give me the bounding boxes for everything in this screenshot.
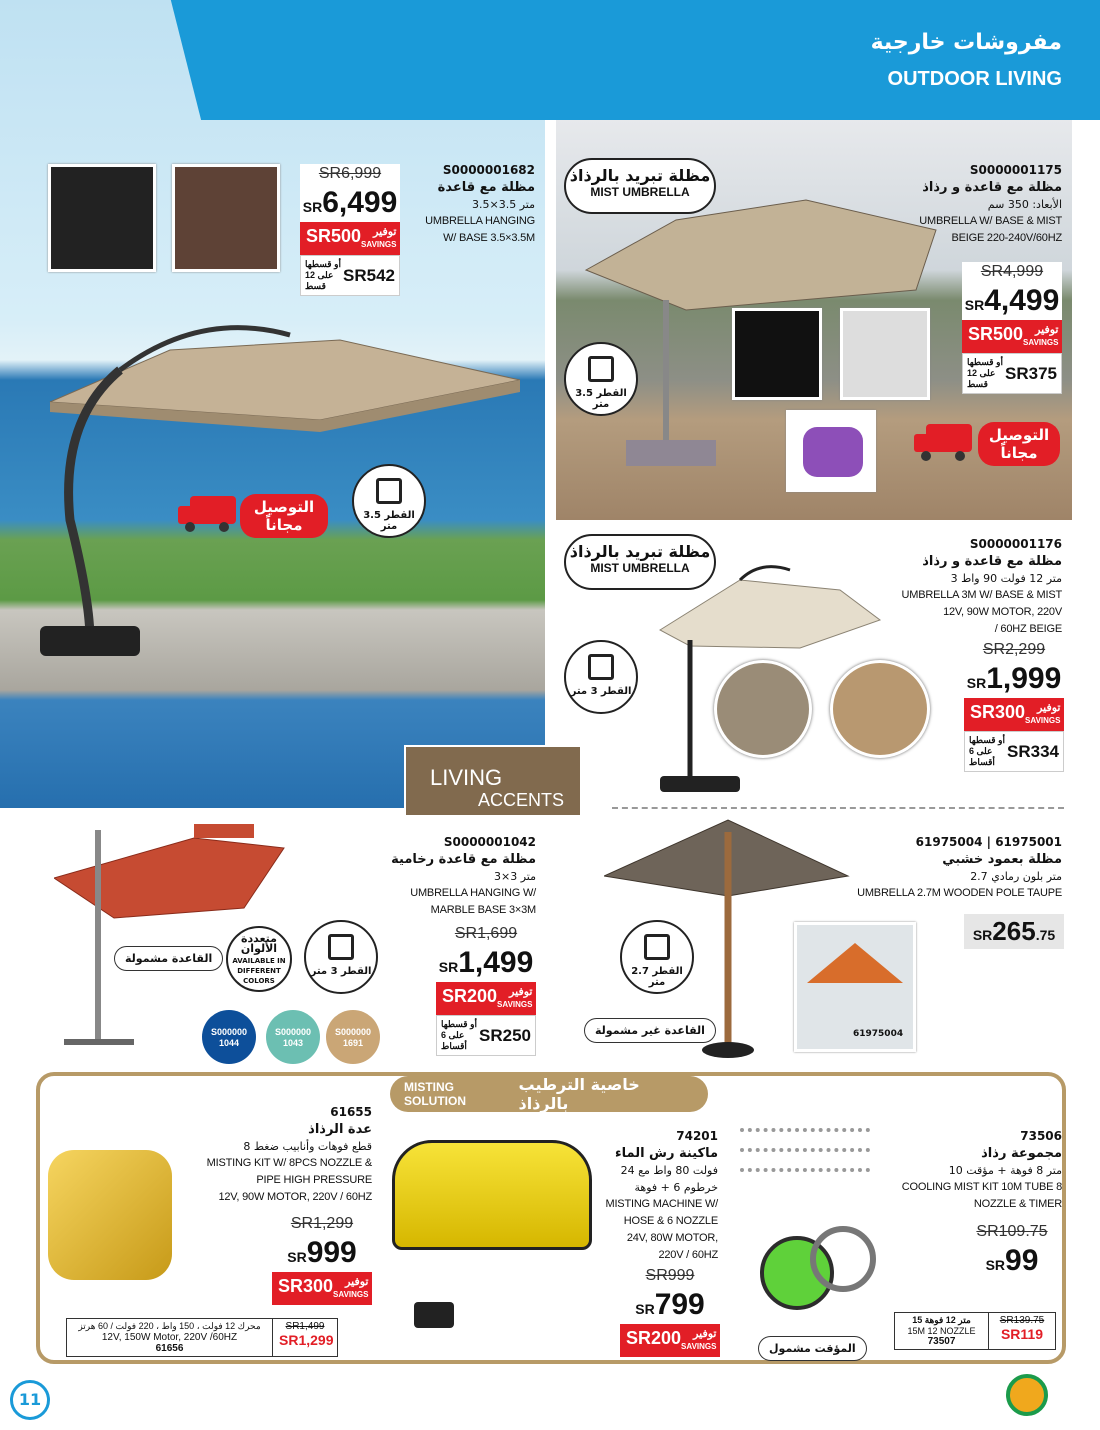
diameter-badge-1176: القطر 3 متر <box>564 640 638 714</box>
free-delivery-badge: التوصيل مجاناً <box>240 494 328 538</box>
mist-nozzle-thumb <box>732 308 822 400</box>
orange-umbrella-thumb: 61975004 <box>794 922 916 1052</box>
mist-umbrella-label-2: مظلة تبريد بالرذاذ MIST UMBRELLA <box>564 534 716 590</box>
price-block-1042: SR1,699 SR1,499 SR200 توفير SAVINGS أو قسطها على 6 أقساط SR250 <box>436 924 536 1056</box>
hanging-umbrella-illustration <box>0 0 545 808</box>
product-thumb-crank <box>172 164 280 272</box>
home-logo-icon <box>1006 1374 1048 1416</box>
color-swatch-tan[interactable]: S000000 1691 <box>326 1010 380 1064</box>
product-info-74201: 74201 ماكينة رش الماء 24 فولت 80 واط مع خرطوم 6 + فوهة MISTING MACHINE W/ HOSE & 6 NOZZLE 24V, 80W MOTOR, 220V / 60HZ <box>605 1129 718 1261</box>
product-info-1176: S0000001176 مظلة مع قاعدة و رذاذ 3 متر 12 فولت 90 واط UMBRELLA 3M W/ BASE & MIST 12V, 90W MOTOR, 220V / 60HZ BEIGE <box>901 537 1062 635</box>
delivery-truck-icon <box>176 492 238 534</box>
price-block-1176: SR2,299 SR1,999 SR300 توفير SAVINGS أو قسطها على 6 أقساط SR334 <box>964 640 1064 772</box>
variant-table-73507: 15 متر 12 فوهة 15M 12 NOZZLE 73507 SR139.75 SR119 <box>894 1312 1056 1350</box>
section-title-ar: مفروشات خارجية <box>870 30 1062 55</box>
product-info-61655: 61655 عدة الرذاذ 8 قطع فوهات وأنابيب ضغط MISTING KIT W/ 8PCS NOZZLE & PIPE HIGH PRESSURE 12V, 90W MOTOR, 220V / 60HZ <box>206 1105 372 1203</box>
diameter-badge-61975: القطر 2.7 متر <box>620 920 694 994</box>
product-info-1175: S0000001175 مظلة مع قاعدة و رذاذ الأبعاد: 350 سم UMBRELLA W/ BASE & MIST BEIGE 220-240V/60HZ <box>919 163 1062 244</box>
timer-included-pill: المؤقت مشمول <box>758 1336 867 1361</box>
pump-detail-thumb <box>830 660 930 758</box>
delivery-truck-icon <box>912 420 974 464</box>
product-info-61975: 61975004 | 61975001 مظلة بعمود خشبي 2.7 متر بلون رمادي UMBRELLA 2.7M WOODEN POLE TAUPE <box>857 835 1062 899</box>
header-band <box>0 0 1100 120</box>
price-block-74201: SR999 SR799 SR200 توفير SAVINGS <box>620 1266 720 1357</box>
base-thumb <box>840 308 930 400</box>
price-block-61655: SR1,299 SR999 SR300 توفير SAVINGS <box>272 1214 372 1305</box>
product-info-1682: S0000001682 مظلة مع قاعدة 3.5×3.5 متر UMBRELLA HANGING W/ BASE 3.5×3.5M <box>425 163 535 244</box>
diameter-badge-1175: القطر 3.5 متر <box>564 342 638 416</box>
living-accents-logo: LIVING ACCENTS <box>404 745 582 817</box>
mist-pump-thumb <box>786 410 876 492</box>
installment: أو قسطها على 12 قسط SR542 <box>300 255 400 296</box>
color-swatch-teal[interactable]: S000000 1043 <box>266 1010 320 1064</box>
nozzle-parts-image <box>740 1108 870 1218</box>
base-not-included-pill: القاعدة غير مشمولة <box>584 1018 716 1043</box>
product-info-73506: 73506 مجموعة رذاذ 10 متر 8 فوهة + مؤقت COOLING MIST KIT 10M TUBE 8 NOZZLE & TIMER <box>901 1129 1062 1210</box>
timer-hose-image <box>750 1226 880 1326</box>
product-thumb-wheel <box>48 164 156 272</box>
machine-accessories-image <box>404 1272 604 1352</box>
page-number: 11 <box>10 1380 50 1420</box>
product-info-1042: S0000001042 مظلة مع قاعدة رخامية 3×3 متر UMBRELLA HANGING W/ MARBLE BASE 3×3M <box>391 835 536 916</box>
section-title-en: OUTDOOR LIVING <box>887 68 1062 90</box>
hero-umbrella-photo <box>0 0 545 808</box>
color-swatch-blue[interactable]: S000000 1044 <box>202 1010 256 1064</box>
price-block-1175: SR4,999 SR4,499 SR500 توفير SAVINGS أو قسطها على 12 قسط SR375 <box>962 262 1062 394</box>
diameter-badge-1682: القطر 3.5 متر <box>352 464 426 538</box>
old-price: SR6,999 <box>300 164 400 184</box>
price-block-73506: SR109.75 SR99 <box>962 1222 1062 1280</box>
base-included-pill: القاعدة مشمولة <box>114 946 223 971</box>
multi-color-badge: متعددة الألوان AVAILABLE IN DIFFERENT COLORS <box>226 926 292 992</box>
section-divider <box>612 807 1064 809</box>
variant-table-61656: محرك 12 فولت ، 150 واط ، 220 فولت / 60 هرتز 12V, 150W Motor, 220V /60HZ 61656 SR1,499 SR1,299 <box>66 1318 338 1357</box>
misting-section-title: MISTING SOLUTION خاصية الترطيب بالرذاذ <box>390 1076 708 1112</box>
mist-umbrella-label: مظلة تبريد بالرذاذ MIST UMBRELLA <box>564 158 716 214</box>
diameter-badge-1042: القطر 3 متر <box>304 920 378 994</box>
mist-detail-thumb <box>714 660 812 758</box>
savings-badge: SR500 توفير SAVINGS <box>300 222 400 255</box>
free-delivery-badge-2: التوصيل مجاناً <box>978 422 1060 466</box>
price-block-61975: SR265.75 <box>964 914 1064 949</box>
new-price: SR6,499 <box>300 184 400 222</box>
